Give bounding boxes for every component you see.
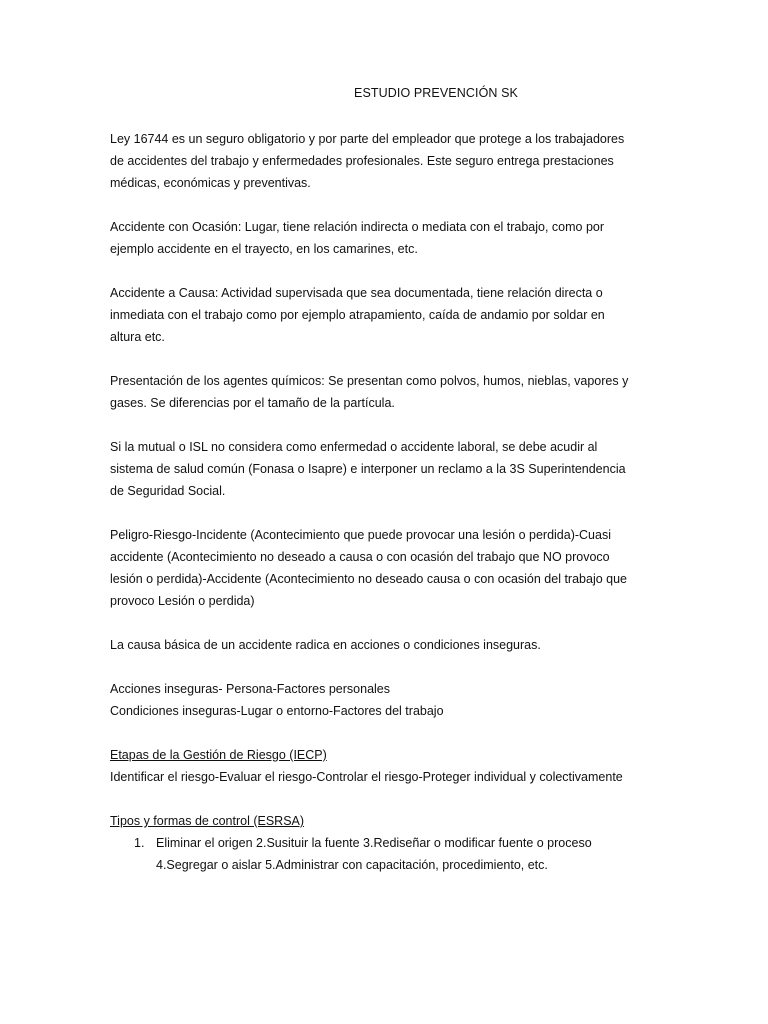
text-line: accidente (Acontecimiento no deseado a causa o con ocasión del trabajo que NO provoco [110, 550, 610, 564]
text-line: La causa básica de un accidente radica en acciones o condiciones inseguras. [110, 638, 541, 652]
list-item-continuation: 4.Segregar o aislar 5.Administrar con capacitación, procedimiento, etc. [156, 858, 548, 872]
numbered-list [110, 832, 670, 876]
text-line: Ley 16744 es un seguro obligatorio y por parte del empleador que protege a los trabajadores [110, 132, 625, 146]
paragraph-ley-16744 [110, 128, 670, 194]
text-line: Presentación de los agentes químicos: Se presentan como polvos, humos, nieblas, vapores y [110, 374, 629, 388]
document-title: ESTUDIO PREVENCIÓN SK [354, 86, 518, 100]
text-line: Condiciones inseguras-Lugar o entorno-Factores del trabajo [110, 704, 444, 718]
document-body [110, 128, 670, 876]
text-line: Peligro-Riesgo-Incidente (Acontecimiento que puede provocar una lesión o perdida)-Cuasi [110, 528, 611, 542]
text-line: inmediata con el trabajo como por ejemplo atrapamiento, caída de andamio por soldar en [110, 308, 605, 322]
section-heading-tipos: Tipos y formas de control (ESRSA) [110, 814, 305, 828]
section-tipos [110, 810, 670, 876]
paragraph-causa-basica [110, 634, 670, 656]
text-line: Acciones inseguras- Persona-Factores personales [110, 682, 390, 696]
section-etapas [110, 744, 670, 788]
text-line: sistema de salud común (Fonasa o Isapre) e interponer un reclamo a la 3S Superintendencia [110, 462, 626, 476]
text-line: Si la mutual o ISL no considera como enfermedad o accidente laboral, se debe acudir al [110, 440, 598, 454]
text-line: provoco Lesión o perdida) [110, 594, 255, 608]
text-line: Identificar el riesgo-Evaluar el riesgo-Controlar el riesgo-Proteger individual y colectivamente [110, 770, 623, 784]
section-heading-etapas: Etapas de la Gestión de Riesgo (IECP) [110, 748, 327, 762]
paragraph-peligro-riesgo [110, 524, 670, 612]
paragraph-acciones-condiciones [110, 678, 670, 722]
text-line: de Seguridad Social. [110, 484, 226, 498]
text-line: Accidente a Causa: Actividad supervisada que sea documentada, tiene relación directa o [110, 286, 603, 300]
paragraph-accidente-causa [110, 282, 670, 348]
text-line: ejemplo accidente en el trayecto, en los camarines, etc. [110, 242, 418, 256]
text-line: de accidentes del trabajo y enfermedades profesionales. Este seguro entrega prestaciones [110, 154, 614, 168]
list-item [110, 832, 670, 854]
paragraph-agentes-quimicos [110, 370, 670, 414]
paragraph-accidente-ocasion [110, 216, 670, 260]
text-line: médicas, económicas y preventivas. [110, 176, 311, 190]
paragraph-mutual-isl [110, 436, 670, 502]
list-item-text: Eliminar el origen 2.Susituir la fuente 3.Rediseñar o modificar fuente o proceso [156, 836, 592, 850]
text-line: Accidente con Ocasión: Lugar, tiene relación indirecta o mediata con el trabajo, como por [110, 220, 605, 234]
text-line: altura etc. [110, 330, 165, 344]
text-line: lesión o perdida)-Accidente (Acontecimiento no deseado causa o con ocasión del trabajo que [110, 572, 627, 586]
list-number: 1. [134, 836, 145, 850]
text-line: gases. Se diferencias por el tamaño de la partícula. [110, 396, 395, 410]
